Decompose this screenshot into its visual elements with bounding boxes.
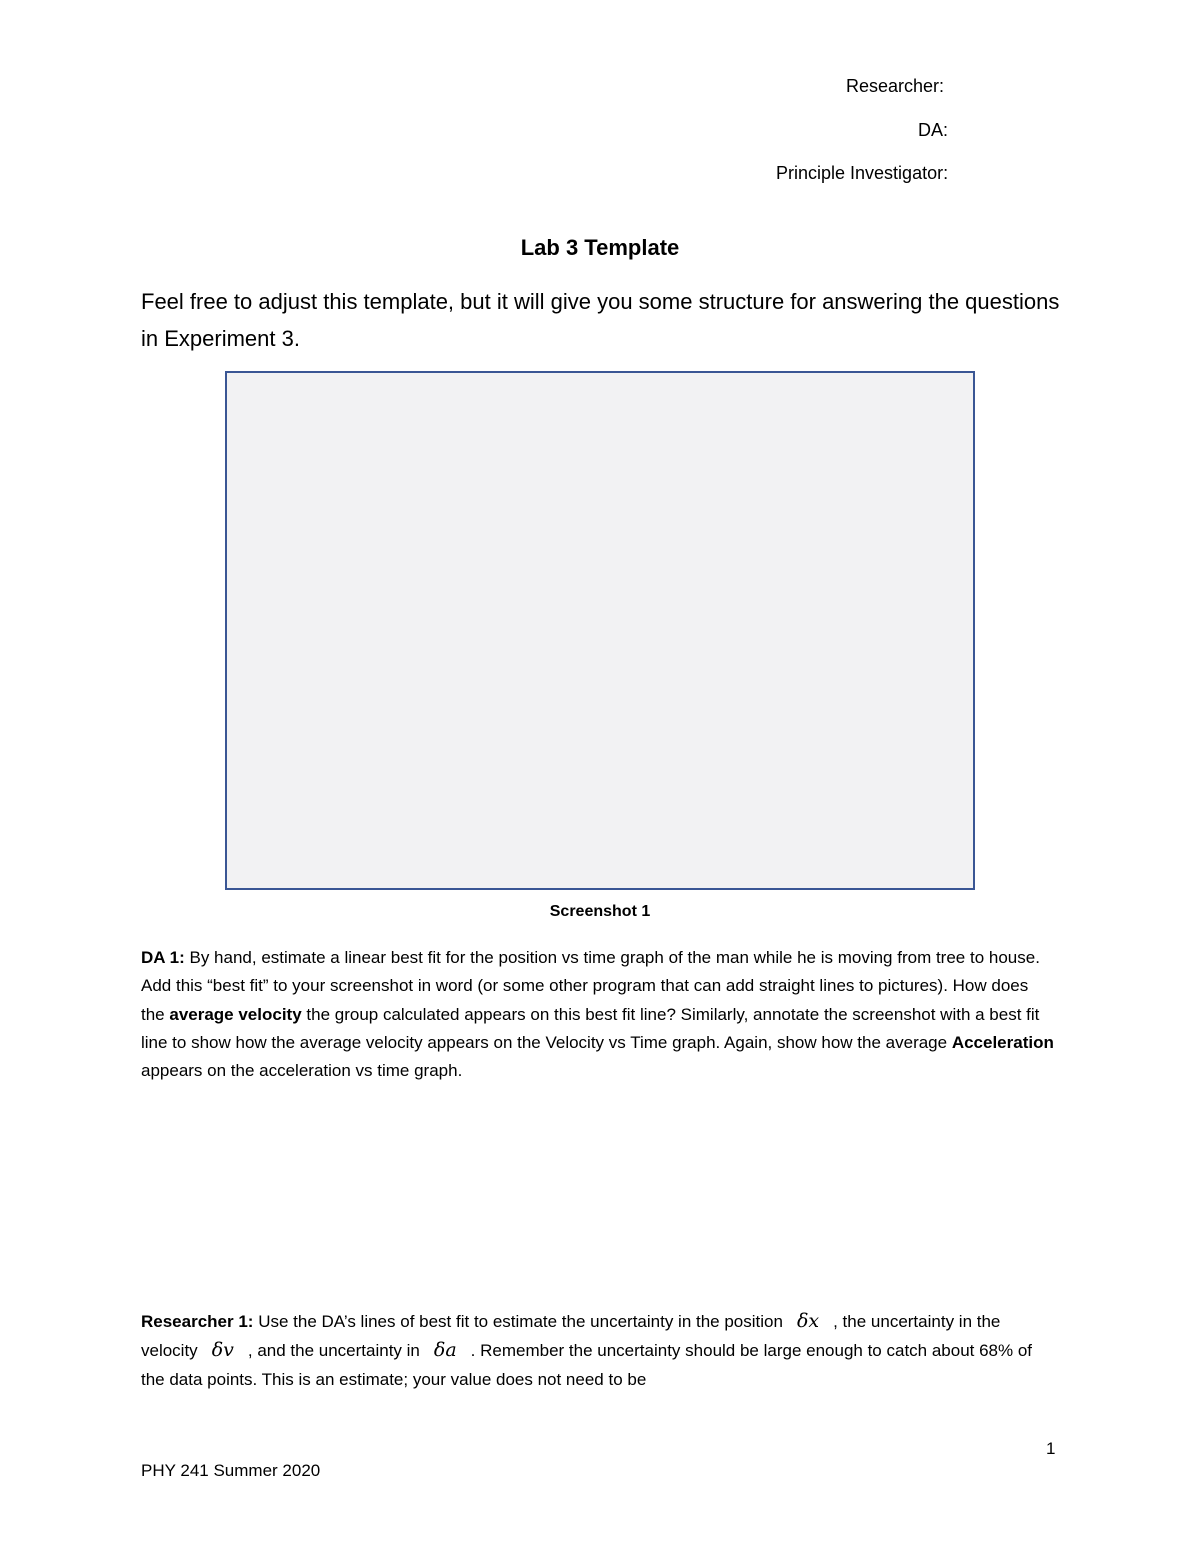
da-label: DA: (918, 120, 949, 140)
researcher1-text-3: , and the uncertainty in (247, 1341, 420, 1361)
da1-text-2: the group calculated appears on this best fit line? Similarly, annotate the screenshot with a best fit line to show how the average velocity appears on the Velocity vs Time graph. Again, show how the average (141, 1004, 1040, 1052)
footer-course: PHY 241 Summer 2020 (141, 1461, 321, 1480)
page-number: 1 (1046, 1439, 1056, 1458)
da1-bold-acceleration: Acceleration (951, 1032, 1054, 1052)
researcher1-text-1: Use the DA’s lines of best fit to estimate the uncertainty in the position (253, 1312, 783, 1331)
da1-bold-average-velocity: average velocity (169, 1004, 302, 1024)
da1-text-3: appears on the acceleration vs time graph. (141, 1061, 463, 1081)
screenshot-placeholder (225, 371, 975, 890)
intro-paragraph: Feel free to adjust this template, but it will give you some structure for answering the questions in Experiment 3. (141, 289, 1060, 351)
da1-text-1: By hand, estimate a linear best fit for the position vs time graph of the man while he is moving from tree to house. Add this “best fit” to your screenshot in word (or some other program that can add straight lines to pictures). How does the (141, 948, 1040, 1024)
screenshot-caption: Screenshot 1 (549, 903, 651, 920)
delta-a-symbol: δa (433, 1339, 457, 1362)
da1-label: DA 1: (141, 948, 185, 967)
researcher1-text-4: . Remember the uncertainty should be large enough to catch about 68% of the data points. This is an estimate; your value does not need to be (141, 1341, 1033, 1389)
document-title: Lab 3 Template (520, 235, 680, 260)
delta-v-symbol: δv (211, 1339, 234, 1362)
researcher1-text-2: , the uncertainty in the velocity (141, 1312, 1001, 1361)
researcher1-paragraph (141, 1307, 1056, 1394)
da1-paragraph (141, 944, 1056, 1085)
principal-investigator-label: Principle Investigator: (776, 163, 949, 183)
researcher-label: Researcher: (846, 76, 945, 96)
researcher1-label: Researcher 1: (141, 1312, 254, 1331)
delta-x-symbol: δx (796, 1310, 820, 1332)
